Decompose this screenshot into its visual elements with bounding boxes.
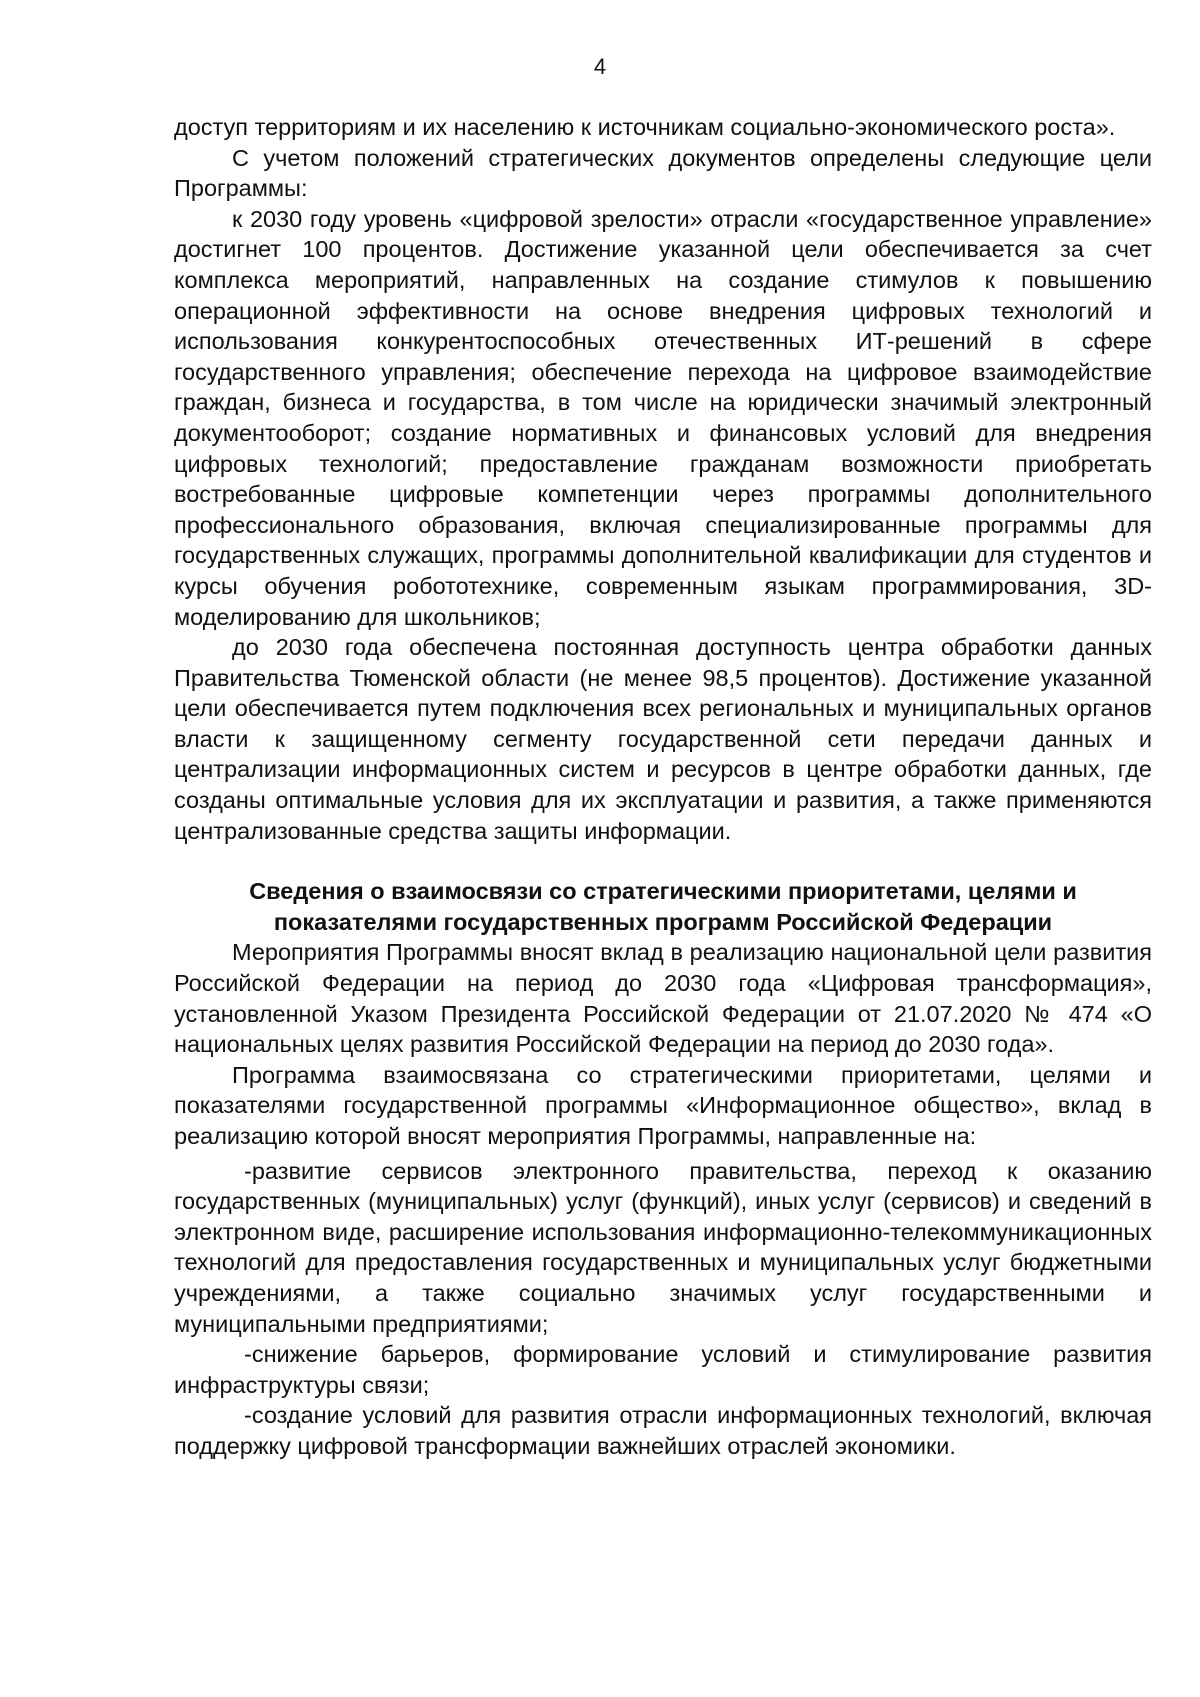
- page-number: 4: [593, 54, 607, 79]
- list-item: -снижение барьеров, формирование условий и стимулирование развития инфраструктуры связи;: [174, 1341, 1152, 1398]
- section-heading: Сведения о взаимосвязи со стратегическими приоритетами, целями и показателями государственных программ Российской Федерации: [249, 878, 1077, 935]
- paragraph-goal-data-center: до 2030 года обеспечена постоянная доступность центра обработки данных Правительства Тюменской области (не менее 98,5 процентов). Достижение указанной цели обеспечивается путем подключения всех региональных и муниципальных органов власти к защищенному сегменту государственной сети передачи данных и централизации информационных систем и ресурсов в центре обработки данных, где созданы оптимальные условия для их эксплуатации и развития, а также применяются централизованные средства защиты информации.: [174, 634, 1152, 844]
- document-body: [174, 112, 1152, 1462]
- paragraph-state-program: Программа взаимосвязана со стратегическими приоритетами, целями и показателями государственной программы «Информационное общество», вклад в реализацию которой вносят мероприятия Программы, направленные на:: [174, 1061, 1152, 1149]
- list-item: -создание условий для развития отрасли информационных технологий, включая поддержку цифровой трансформации важнейших отраслей экономики.: [174, 1402, 1152, 1459]
- paragraph-continuation: доступ территориям и их населению к источникам социально-экономического роста».: [174, 114, 1116, 140]
- paragraph-national-goal: Мероприятия Программы вносят вклад в реализацию национальной цели развития Российской Федерации на период до 2030 года «Цифровая трансформация», установленной Указом Президента Российской Федерации от 21.07.2020 № 474 «О национальных целях развития Российской Федерации на период до 2030 года».: [174, 939, 1152, 1058]
- paragraph-goals-intro: С учетом положений стратегических документов определены следующие цели Программы:: [174, 144, 1152, 202]
- paragraph-goal-digital-maturity: к 2030 году уровень «цифровой зрелости» отрасли «государственное управление» достигнет 100 процентов. Достижение указанной цели обеспечивается за счет комплекса мероприятий, направленных на создание стимулов к повышению операционной эффективности на основе внедрения цифровых технологий и использования конкурентоспособных отечественных ИТ-решений в сфере государственного управления; обеспечение перехода на цифровое взаимодействие граждан, бизнеса и государства, в том числе на юридически значимый электронный документооборот; создание нормативных и финансовых условий для внедрения цифровых технологий; предоставление гражданам возможности приобретать востребованные цифровые компетенции через программы дополнительного профессионального образования, включая специализированные программы для государственных служащих, программы дополнительной квалификации для студентов и курсы обучения робототехнике, современным языкам программирования, 3D-моделированию для школьников;: [174, 205, 1152, 630]
- list-item: -развитие сервисов электронного правительства, переход к оказанию государственных (муниципальных) услуг (функций), иных услуг (сервисов) и сведений в электронном виде, расширение использования информационно-телекоммуникационных технологий для предоставления государственных и муниципальных услуг бюджетными учреждениями, а также социально значимых услуг государственными и муниципальными предприятиями;: [174, 1157, 1152, 1337]
